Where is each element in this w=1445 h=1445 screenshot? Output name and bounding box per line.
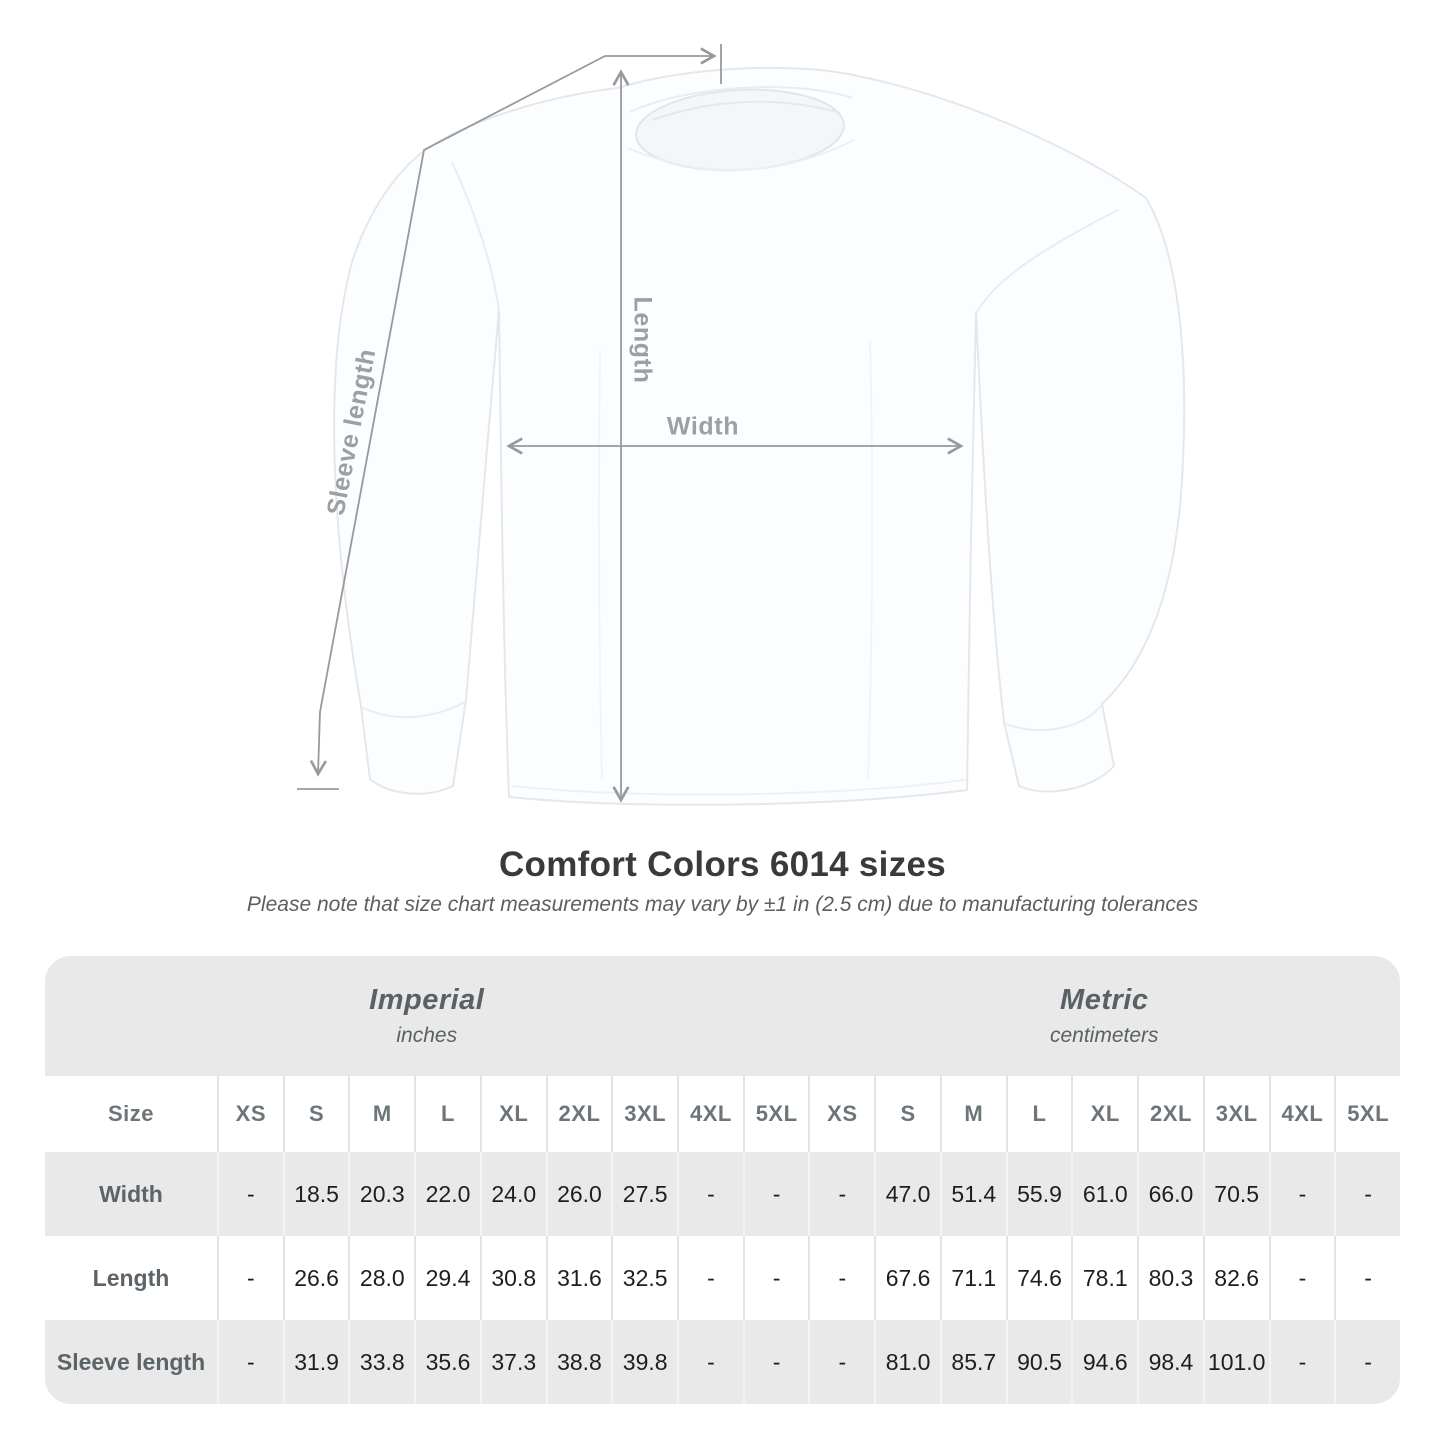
measurement-value-cell: 94.6 [1071,1320,1137,1404]
metric-unit: centimeters [1049,1024,1159,1047]
measurement-value-cell: - [743,1320,809,1404]
row-label: Sleeve length [56,1348,206,1375]
size-header-cell: M [940,1076,1006,1152]
shirt-outline [334,68,1184,805]
size-header-cell: 2XL [1137,1076,1203,1152]
measurement-value-cell: - [1334,1236,1400,1320]
measurement-value-cell: 85.7 [940,1320,1006,1404]
size-header-cell: M [348,1076,414,1152]
measurement-value-cell: 39.8 [611,1320,677,1404]
measurement-value-cell: 30.8 [480,1236,546,1320]
size-header-cell: L [414,1076,480,1152]
measurement-value-cell: 29.4 [414,1236,480,1320]
size-header-cell: XS [217,1076,283,1152]
page-title: Comfort Colors 6014 sizes [498,845,947,884]
measurement-value-cell: - [743,1236,809,1320]
measurement-value-cell: 67.6 [874,1236,940,1320]
page-subtitle: Please note that size chart measurements may vary by ±1 in (2.5 cm) due to manufacturing tolerances [246,893,1199,916]
measurement-value-cell: 71.1 [940,1236,1006,1320]
size-header-cell: L [1006,1076,1072,1152]
size-header-label: Size [107,1101,155,1126]
measurement-value-cell: - [1334,1320,1400,1404]
measurement-value-cell: 80.3 [1137,1236,1203,1320]
measurement-row [45,1236,1400,1320]
measurement-value-cell: 74.6 [1006,1236,1072,1320]
size-header-row [45,1076,1400,1152]
measurement-value-cell: - [677,1236,743,1320]
measurement-value-cell: 18.5 [283,1152,349,1236]
units-banner [45,956,1400,1076]
measurement-value-cell: 78.1 [1071,1236,1137,1320]
row-label: Length [92,1264,170,1291]
measurement-value-cell: 38.8 [546,1320,612,1404]
measurement-row [45,1152,1400,1236]
measurement-value-cell: - [1334,1152,1400,1236]
size-header-cell: 2XL [546,1076,612,1152]
measurement-value-cell: 27.5 [611,1152,677,1236]
measurement-value-cell: 66.0 [1137,1152,1203,1236]
size-header-cell: S [283,1076,349,1152]
measurement-value-cell: - [217,1236,283,1320]
measurement-value-cell: - [1269,1236,1335,1320]
measurement-value-cell: 51.4 [940,1152,1006,1236]
measurement-value-cell: - [217,1320,283,1404]
size-header-cell: 5XL [743,1076,809,1152]
size-header-cell: XS [808,1076,874,1152]
size-header-cell: 3XL [1203,1076,1269,1152]
width-label: Width [666,412,740,441]
measurement-value-cell: 81.0 [874,1320,940,1404]
imperial-banner [45,956,809,1076]
measurement-value-cell: 70.5 [1203,1152,1269,1236]
measurement-value-cell: 20.3 [348,1152,414,1236]
measurement-value-cell: 35.6 [414,1320,480,1404]
length-label: Length [628,296,657,384]
size-header-cell: XL [480,1076,546,1152]
size-header-cell: 5XL [1334,1076,1400,1152]
measurement-value-cell: 32.5 [611,1236,677,1320]
measurement-value-cell: 31.6 [546,1236,612,1320]
size-header-cell: 4XL [677,1076,743,1152]
measurement-value-cell: 98.4 [1137,1320,1203,1404]
sleeve-length-label: Sleeve length [321,346,382,518]
measurement-value-cell: - [677,1152,743,1236]
measurement-value-cell: 28.0 [348,1236,414,1320]
size-header-cell: XL [1071,1076,1137,1152]
size-header-cell: S [874,1076,940,1152]
measurement-value-cell: - [808,1152,874,1236]
measurement-value-cell: 26.0 [546,1152,612,1236]
measurement-value-cell: 90.5 [1006,1320,1072,1404]
measurement-value-cell: - [743,1152,809,1236]
metric-banner [809,956,1401,1076]
imperial-title: Imperial [369,984,485,1016]
measurement-value-cell: - [1269,1320,1335,1404]
measurement-value-cell: - [217,1152,283,1236]
measurement-value-cell: - [1269,1152,1335,1236]
measurement-value-cell: 37.3 [480,1320,546,1404]
measurement-value-cell: - [808,1236,874,1320]
measurement-value-cell: 101.0 [1203,1320,1269,1404]
measurement-value-cell: 22.0 [414,1152,480,1236]
measurement-row [45,1320,1400,1404]
measurement-value-cell: - [677,1320,743,1404]
measurement-value-cell: 61.0 [1071,1152,1137,1236]
measurement-rows [45,1152,1400,1404]
metric-title: Metric [1060,984,1149,1016]
measurement-value-cell: 26.6 [283,1236,349,1320]
imperial-unit: inches [396,1024,458,1047]
measurement-value-cell: 33.8 [348,1320,414,1404]
measurement-value-cell: 24.0 [480,1152,546,1236]
measurement-value-cell: 55.9 [1006,1152,1072,1236]
measurement-value-cell: - [808,1320,874,1404]
size-header-cell: 3XL [611,1076,677,1152]
row-label: Width [99,1180,163,1207]
size-table [45,956,1400,1404]
size-header-cell: 4XL [1269,1076,1335,1152]
measurement-value-cell: 47.0 [874,1152,940,1236]
measurement-value-cell: 82.6 [1203,1236,1269,1320]
measurement-value-cell: 31.9 [283,1320,349,1404]
